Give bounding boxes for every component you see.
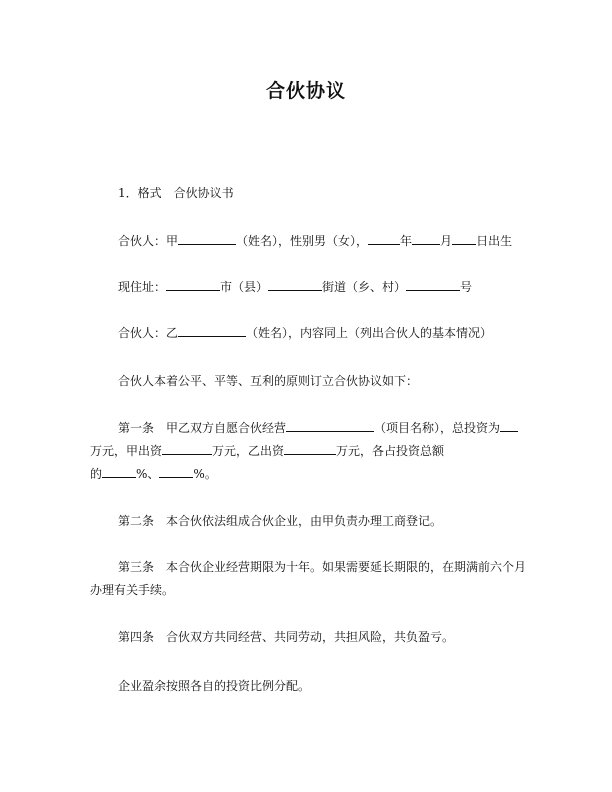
address-street: 街道（乡、村） <box>322 280 407 294</box>
article-1-line-3 <box>90 466 217 481</box>
month-label: 月 <box>440 234 453 248</box>
total-investment-blank[interactable] <box>500 420 518 432</box>
partner-a-line <box>118 233 512 248</box>
document-title: 合伙协议 <box>265 80 346 102</box>
profit-distribution: 企业盈余按照各自的投资比例分配。 <box>118 679 311 693</box>
article-1-text-7: %、 <box>136 467 160 481</box>
partner-a-label: 合伙人：甲 <box>118 234 179 248</box>
project-name-blank[interactable] <box>286 420 374 432</box>
partner-a-name-blank[interactable] <box>178 233 236 245</box>
article-1-text-4: 万元，乙出资 <box>212 444 285 458</box>
partner-a-share-blank[interactable] <box>102 466 136 478</box>
article-2: 第二条 本合伙依法组成合伙企业，由甲负责办理工商登记。 <box>118 514 443 528</box>
agreement-intro: 合伙人本着公平、平等、互利的原则订立合伙协议如下： <box>118 374 419 388</box>
article-3-line-2: 办理有关手续。 <box>90 583 175 597</box>
partner-b-label: 合伙人：乙 <box>118 326 179 340</box>
address-line <box>118 279 472 294</box>
article-1-text-2: （项目名称），总投资为 <box>374 421 501 435</box>
address-city: 市（县） <box>220 280 269 294</box>
address-label: 现住址： <box>118 280 167 294</box>
partner-b-name-blank[interactable] <box>178 325 246 337</box>
article-1-text-6: 的 <box>90 467 103 481</box>
birth-month-blank[interactable] <box>412 233 440 245</box>
address-blank-1[interactable] <box>166 279 220 291</box>
partner-b-investment-blank[interactable] <box>284 443 336 455</box>
article-1-line-1 <box>118 420 518 435</box>
section-heading: 1．格式 合伙协议书 <box>118 186 234 200</box>
address-number: 号 <box>460 280 473 294</box>
address-blank-3[interactable] <box>406 279 460 291</box>
article-1-line-2 <box>90 443 444 458</box>
article-1-text-8: %。 <box>193 467 217 481</box>
address-blank-2[interactable] <box>268 279 322 291</box>
birth-day-blank[interactable] <box>452 233 476 245</box>
birth-year-blank[interactable] <box>368 233 400 245</box>
partner-b-share-blank[interactable] <box>159 466 193 478</box>
article-4: 第四条 合伙双方共同经营、共同劳动，共担风险，共负盈亏。 <box>118 630 455 644</box>
article-3-line-1: 第三条 本合伙企业经营期限为十年。如果需要延长期限的，在期满前六个月 <box>118 560 527 574</box>
partner-a-name-hint: （姓名），性别男（女）， <box>236 234 369 248</box>
partner-b-line <box>118 325 492 340</box>
year-label: 年 <box>400 234 413 248</box>
partner-a-investment-blank[interactable] <box>162 443 212 455</box>
born-label: 日出生 <box>476 234 513 248</box>
article-1-text-5: 万元，各占投资总额 <box>336 444 445 458</box>
article-1-text-3: 万元，甲出资 <box>90 444 163 458</box>
partner-b-text: （姓名），内容同上（列出合伙人的基本情况） <box>246 326 493 340</box>
article-1-text-1: 第一条 甲乙双方自愿合伙经营 <box>118 421 287 435</box>
